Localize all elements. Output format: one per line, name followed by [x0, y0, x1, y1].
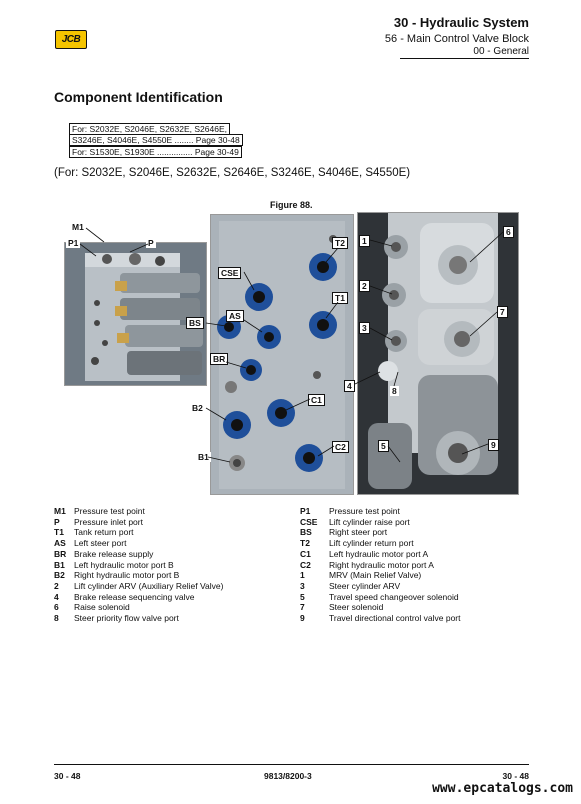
jcb-logo [55, 30, 87, 49]
callout-t1: T1 [332, 292, 348, 304]
legend-desc: Travel directional control valve port [329, 613, 461, 624]
legend-key: 2 [54, 580, 59, 591]
legend-row [300, 602, 461, 613]
legend-key: 9 [300, 613, 305, 624]
legend-row [300, 560, 461, 571]
legend-key: 3 [300, 580, 305, 591]
legend-key: T1 [54, 527, 64, 538]
callout-c2: C2 [332, 441, 349, 453]
legend-key: B1 [54, 559, 65, 570]
legend-row [54, 560, 223, 571]
legend-key: 1 [300, 570, 305, 581]
legend-row [54, 581, 223, 592]
legend-row [300, 538, 461, 549]
legend-row [54, 538, 223, 549]
callout-b1: B1 [198, 452, 209, 462]
callout-p1: P1 [68, 238, 79, 248]
legend-desc: Pressure inlet port [74, 516, 143, 527]
legend-desc: Left hydraulic motor port A [329, 548, 429, 559]
figure-title: Figure 88. [270, 200, 313, 210]
callout-8: 8 [392, 386, 397, 396]
callout-t2: T2 [332, 237, 348, 249]
legend-row [300, 517, 461, 528]
legend-row [54, 506, 223, 517]
section-title: 30 - Hydraulic System [393, 15, 529, 30]
callout-2: 2 [359, 280, 370, 292]
legend-row [54, 517, 223, 528]
legend-key: C2 [300, 559, 311, 570]
legend-desc: Steer solenoid [329, 602, 384, 613]
legend-desc: Steer cylinder ARV [329, 580, 401, 591]
legend-key: B2 [54, 570, 65, 581]
solenoid-valves-photo [357, 212, 519, 495]
legend-row [300, 506, 461, 517]
legend-key: BS [300, 527, 312, 538]
legend-row [300, 570, 461, 581]
legend-desc: Steer priority flow valve port [74, 613, 179, 624]
cross-ref-link[interactable]: S3246E, S4046E, S4550E ........ Page 30-48 [69, 134, 243, 146]
legend-desc: Right hydraulic motor port B [74, 570, 180, 581]
legend-desc: Right hydraulic motor port A [329, 559, 434, 570]
legend-desc: MRV (Main Relief Valve) [329, 570, 422, 581]
legend-row [300, 549, 461, 560]
page-number-left: 30 - 48 [54, 771, 81, 781]
callout-c1: C1 [308, 394, 325, 406]
legend-desc: Raise solenoid [74, 602, 130, 613]
document-number: 9813/8200-3 [264, 771, 312, 781]
legend-desc: Lift cylinder return port [329, 538, 414, 549]
legend-desc: Lift cylinder raise port [329, 516, 410, 527]
callout-as: AS [226, 310, 244, 322]
logo-text: JCB [61, 34, 81, 45]
legend-left [54, 506, 223, 624]
legend-key: 4 [54, 591, 59, 602]
callout-br: BR [210, 353, 228, 365]
legend-key: P [54, 516, 60, 527]
section-general: 00 - General [473, 46, 529, 57]
callout-5: 5 [378, 440, 389, 452]
legend-desc: Brake release sequencing valve [74, 591, 195, 602]
footer-rule [54, 764, 529, 765]
legend-key: M1 [54, 506, 66, 516]
callout-3: 3 [359, 322, 370, 334]
section-subtitle: 56 - Main Control Valve Block [384, 33, 529, 45]
legend-row [300, 613, 461, 624]
callout-1: 1 [359, 235, 370, 247]
legend-right [300, 506, 461, 624]
legend-key: 6 [54, 602, 59, 613]
callout-bs: BS [186, 317, 204, 329]
legend-key: 5 [300, 591, 305, 602]
legend-desc: Travel speed changeover solenoid [329, 591, 459, 602]
legend-key: 7 [300, 602, 305, 613]
legend-desc: Tank return port [74, 527, 134, 538]
legend-desc: Lift cylinder ARV (Auxiliary Relief Valve) [74, 580, 224, 591]
legend-row [300, 581, 461, 592]
legend-key: BR [54, 548, 67, 559]
page-number-right: 30 - 48 [502, 771, 529, 781]
callout-9: 9 [488, 439, 499, 451]
legend-desc: Brake release supply [74, 548, 154, 559]
legend-row [300, 592, 461, 603]
legend-desc: Pressure test point [74, 506, 145, 516]
legend-row [54, 570, 223, 581]
legend-row [54, 602, 223, 613]
callout-cse: CSE [218, 267, 241, 279]
legend-key: CSE [300, 516, 318, 527]
legend-key: C1 [300, 548, 311, 559]
callout-m1: M1 [72, 222, 84, 232]
watermark: www.epcatalogs.com [432, 781, 573, 796]
legend-row [54, 613, 223, 624]
legend-key: 8 [54, 613, 59, 624]
legend-key: T2 [300, 538, 310, 549]
callout-4: 4 [344, 380, 355, 392]
legend-row [300, 527, 461, 538]
page-heading: Component Identification [54, 89, 223, 105]
cross-ref-link[interactable]: For: S1530E, S1930E ............... Page 30-49 [69, 146, 242, 158]
legend-row [54, 527, 223, 538]
applies-to-models: (For: S2032E, S2046E, S2632E, S2646E, S3246E, S4046E, S4550E) [54, 167, 411, 179]
legend-desc: Left steer port [74, 538, 127, 549]
callout-6: 6 [503, 226, 514, 238]
callout-7: 7 [497, 306, 508, 318]
legend-key: AS [54, 538, 66, 549]
legend-key: P1 [300, 506, 311, 516]
legend-row [54, 592, 223, 603]
valve-block-side-photo [64, 242, 207, 386]
callout-p: P [148, 238, 154, 248]
cross-ref-link[interactable]: For: S2032E, S2046E, S2632E, S2646E, [69, 123, 230, 135]
legend-desc: Right steer port [329, 527, 388, 538]
header-rule [400, 58, 529, 59]
callout-b2: B2 [192, 403, 203, 413]
legend-row [54, 549, 223, 560]
legend-desc: Left hydraulic motor port B [74, 559, 174, 570]
legend-desc: Pressure test point [329, 506, 400, 516]
